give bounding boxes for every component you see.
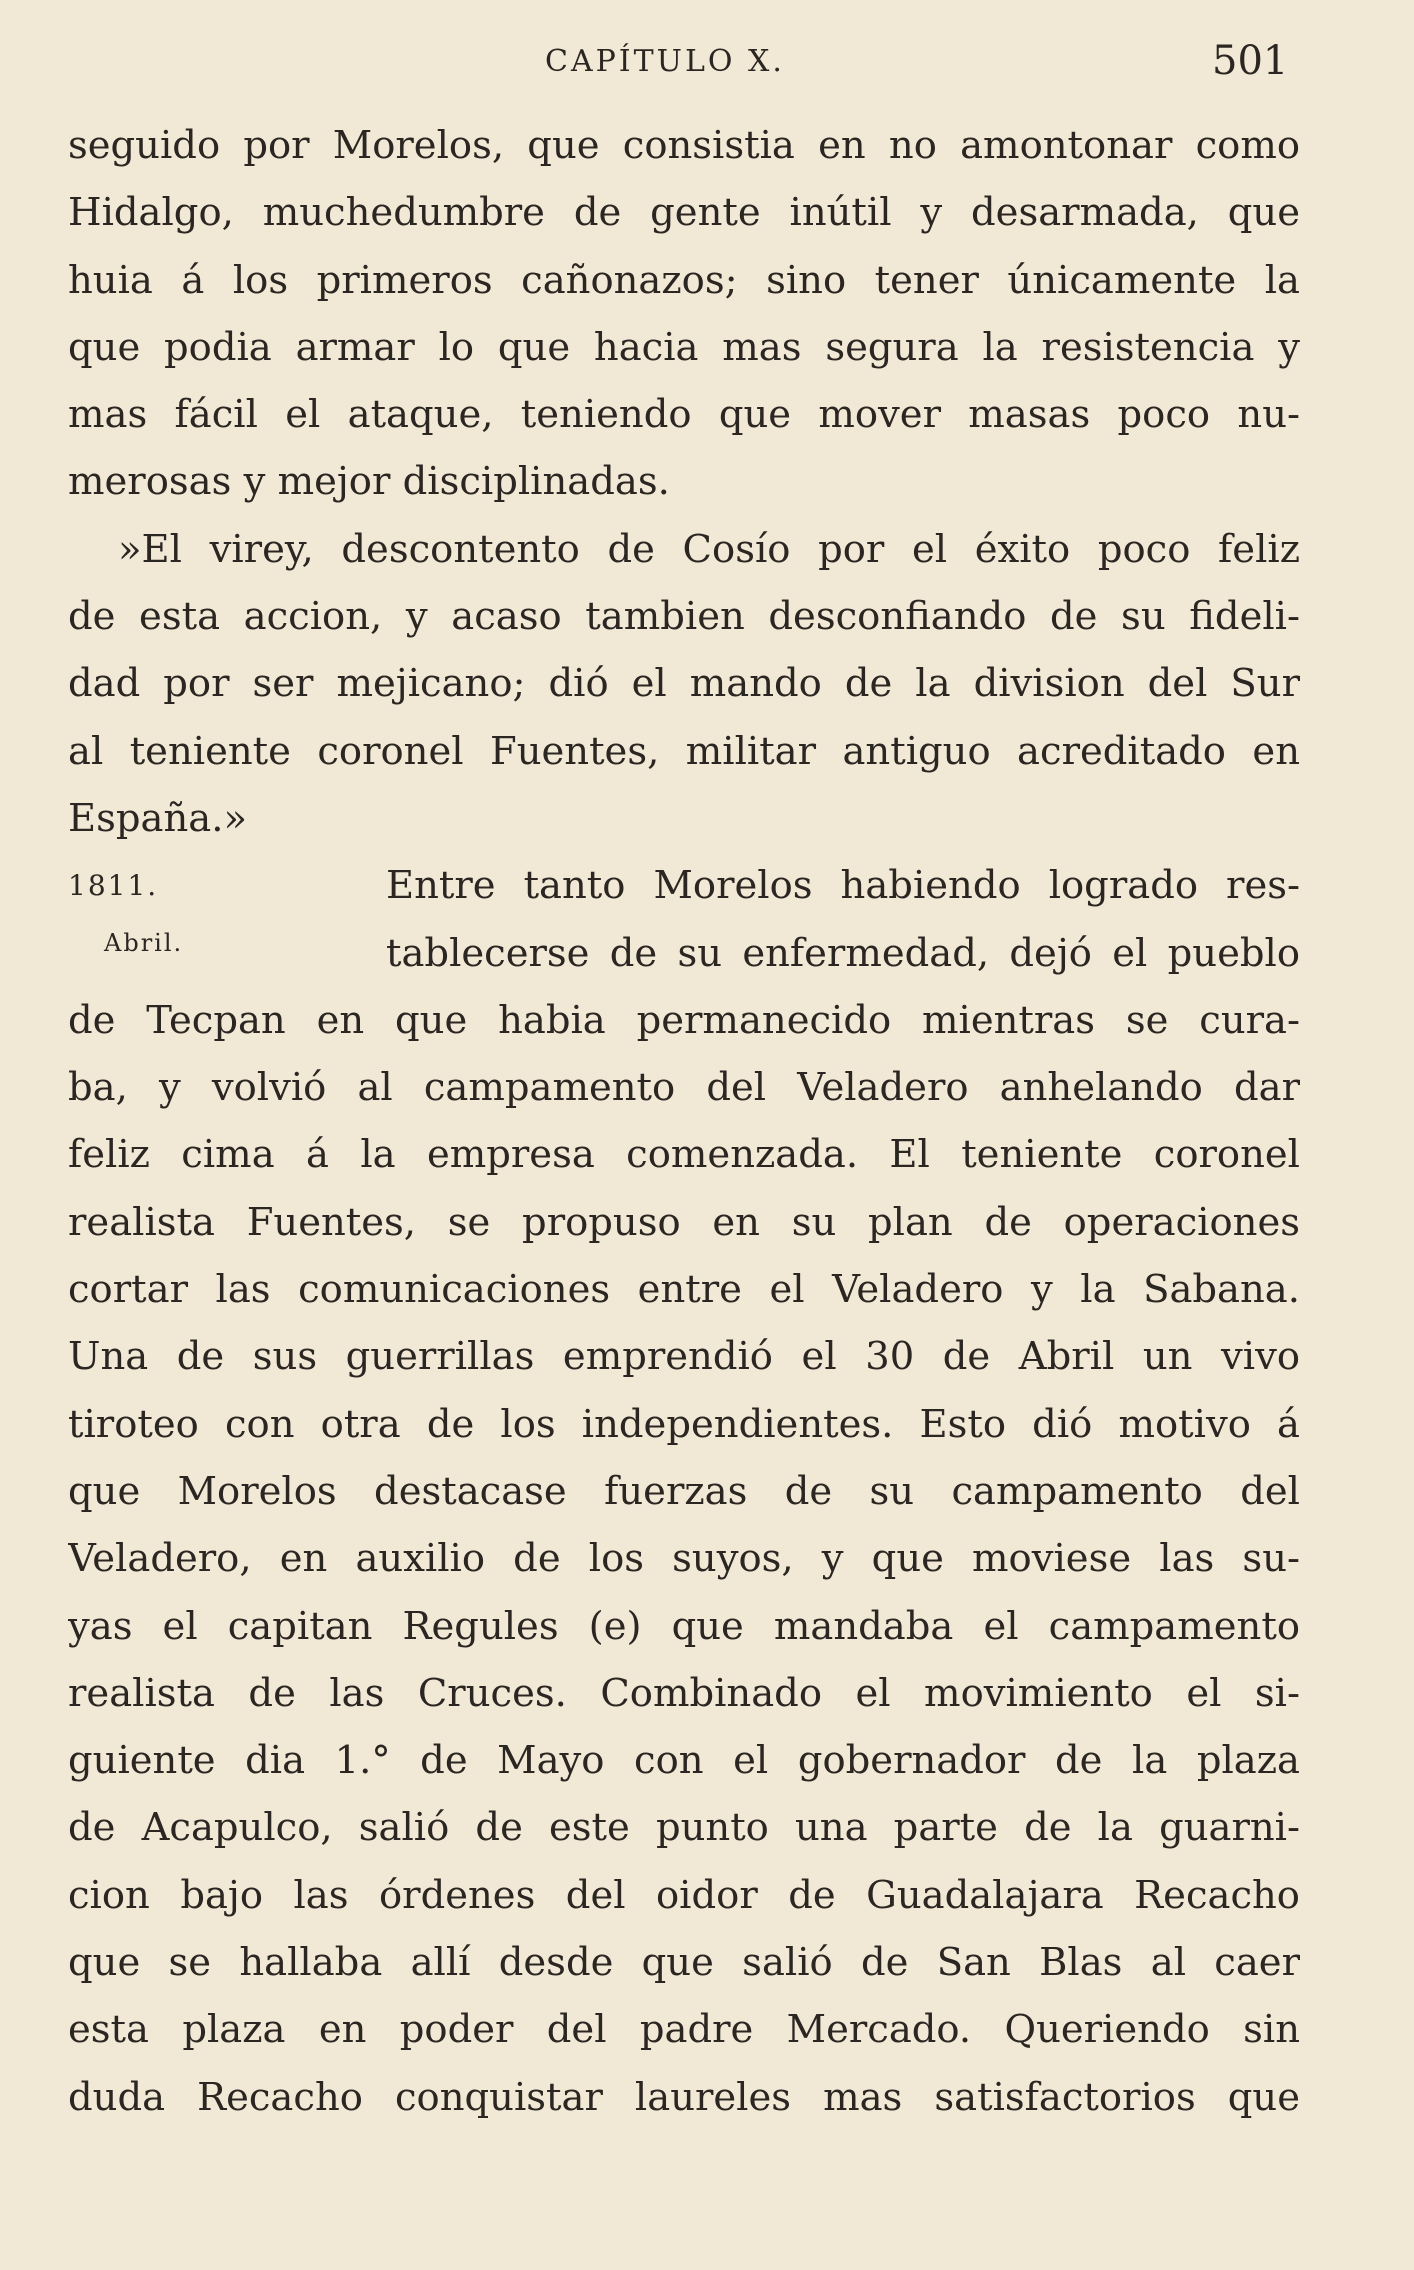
text-line: que podia armar lo que hacia mas segura la resistencia y [68, 324, 1300, 370]
text-line: yas el capitan Regules (e) que mandaba el campamento [68, 1603, 1300, 1649]
body-text [68, 112, 1300, 2131]
text-line: Entre tanto Morelos habiendo logrado res- [386, 863, 1300, 909]
page-number: 501 [1212, 38, 1289, 84]
running-header [0, 38, 1414, 98]
text-line: que Morelos destacase fuerzas de su campamento del [68, 1468, 1300, 1514]
text-line: tablecerse de su enfermedad, dejó el pueblo [386, 930, 1300, 976]
text-line-with-margin-note [68, 852, 1300, 919]
margin-note-year: 1811. [68, 869, 159, 903]
text-line: feliz cima á la empresa comenzada. El teniente coronel [68, 1132, 1300, 1178]
text-line: merosas y mejor disciplinadas. [68, 459, 670, 505]
text-line: esta plaza en poder del padre Mercado. Queriendo sin [68, 2007, 1300, 2053]
text-line: que se hallaba allí desde que salió de San Blas al caer [68, 1940, 1300, 1986]
text-line: tiroteo con otra de los independientes. Esto dió motivo á [68, 1401, 1300, 1447]
text-line: »El virey, descontento de Cosío por el éxito poco feliz [118, 526, 1300, 572]
text-line: duda Recacho conquistar laureles mas satisfactorios que [68, 2074, 1300, 2120]
chapter-heading: CAPÍTULO X. [545, 44, 785, 79]
text-line: cortar las comunicaciones entre el Veladero y la Sabana. [68, 1267, 1300, 1313]
text-line: realista de las Cruces. Combinado el movimiento el si- [68, 1670, 1300, 1716]
text-line: mas fácil el ataque, teniendo que mover masas poco nu- [68, 392, 1300, 438]
text-line: al teniente coronel Fuentes, militar antiguo acreditado en [68, 728, 1300, 774]
text-line: de Tecpan en que habia permanecido mientras se cura- [68, 997, 1300, 1043]
text-line: cion bajo las órdenes del oidor de Guadalajara Recacho [68, 1872, 1300, 1918]
text-line: de Acapulco, salió de este punto una parte de la guarni- [68, 1805, 1300, 1851]
text-line: Una de sus guerrillas emprendió el 30 de Abril un vivo [68, 1334, 1300, 1380]
text-line: guiente dia 1.° de Mayo con el gobernador de la plaza [68, 1738, 1300, 1784]
text-line: realista Fuentes, se propuso en su plan de operaciones [68, 1199, 1300, 1245]
text-line: dad por ser mejicano; dió el mando de la division del Sur [68, 661, 1300, 707]
text-line-with-margin-note [68, 920, 1300, 987]
text-line: de esta accion, y acaso tambien desconfiando de su fideli- [68, 594, 1300, 640]
text-line: Veladero, en auxilio de los suyos, y que moviese las su- [68, 1536, 1300, 1582]
margin-note-month: Abril. [104, 928, 184, 957]
text-line: ba, y volvió al campamento del Veladero anhelando dar [68, 1065, 1300, 1111]
text-line: Hidalgo, muchedumbre de gente inútil y desarmada, que [68, 190, 1300, 236]
text-line: huia á los primeros cañonazos; sino tener únicamente la [68, 257, 1300, 303]
text-line: España.» [68, 795, 248, 841]
text-line: seguido por Morelos, que consistia en no amontonar como [68, 123, 1300, 168]
